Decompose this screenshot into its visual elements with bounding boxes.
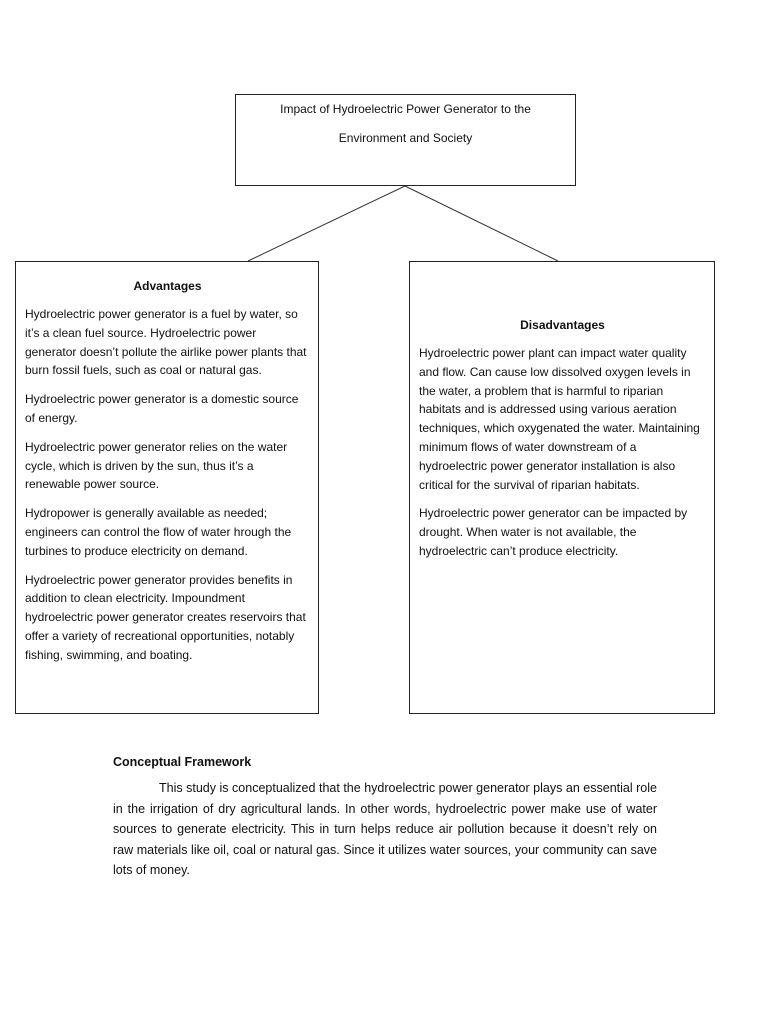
advantage-paragraph: Hydroelectric power generator is a domestic source of energy. (25, 392, 299, 425)
disadvantages-heading: Disadvantages (520, 318, 605, 332)
connector-line-left (248, 186, 405, 261)
conceptual-framework-section (113, 754, 657, 881)
advantages-heading: Advantages (133, 279, 202, 293)
disadvantage-paragraph: Hydroelectric power generator can be impacted by drought. When water is not available, the hydroelectric can’t produce electricity. (419, 506, 688, 558)
connector-line-right (405, 186, 558, 261)
conceptual-framework-heading: Conceptual Framework (113, 755, 252, 769)
conceptual-framework-body: This study is conceptualized that the hydroelectric power generator plays an essential role in the irrigation of dry agricultural lands. In other words, hydroelectric power make use of water sources to generate electricity. This in turn helps reduce air pollution because it doesn’t rely on raw materials like oil, coal or natural gas. Since it utilizes water sources, your community can save lots of money. (113, 781, 657, 878)
advantage-paragraph: Hydropower is generally available as needed; engineers can control the flow of water hrough the turbines to produce electricity on demand. (25, 506, 292, 558)
impact-title-line-2: Environment and Society (338, 131, 473, 145)
advantages-box (15, 261, 319, 714)
advantage-paragraph: Hydroelectric power generator relies on the water cycle, which is driven by the sun, thus it’s a renewable power source. (25, 439, 288, 492)
advantage-paragraph: Hydroelectric power generator provides benefits in addition to clean electricity. Impoundment hydroelectric power generator creates reservoirs that offer a variety of recreational opportunities, notably fishing, swimming, and boating. (25, 572, 306, 662)
impact-title-line-1: Impact of Hydroelectric Power Generator to the (280, 102, 531, 116)
impact-title-box (235, 94, 576, 186)
advantage-paragraph: Hydroelectric power generator is a fuel by water, so it’s a clean fuel source. Hydroelectric power generator doesn’t pollute the airlike power plants that burn fossil fuels, such as coal or natural gas. (25, 307, 307, 378)
disadvantage-paragraph: Hydroelectric power plant can impact water quality and flow. Can cause low dissolved oxygen levels in the water, a problem that is harmful to riparian habitats and is addressed using various aeration techniques, which oxygenated the water. Maintaining minimum flows of water downstream of a hydroelectric power generator installation is also critical for the survival of riparian habitats. (419, 346, 700, 492)
disadvantages-box (409, 261, 715, 714)
